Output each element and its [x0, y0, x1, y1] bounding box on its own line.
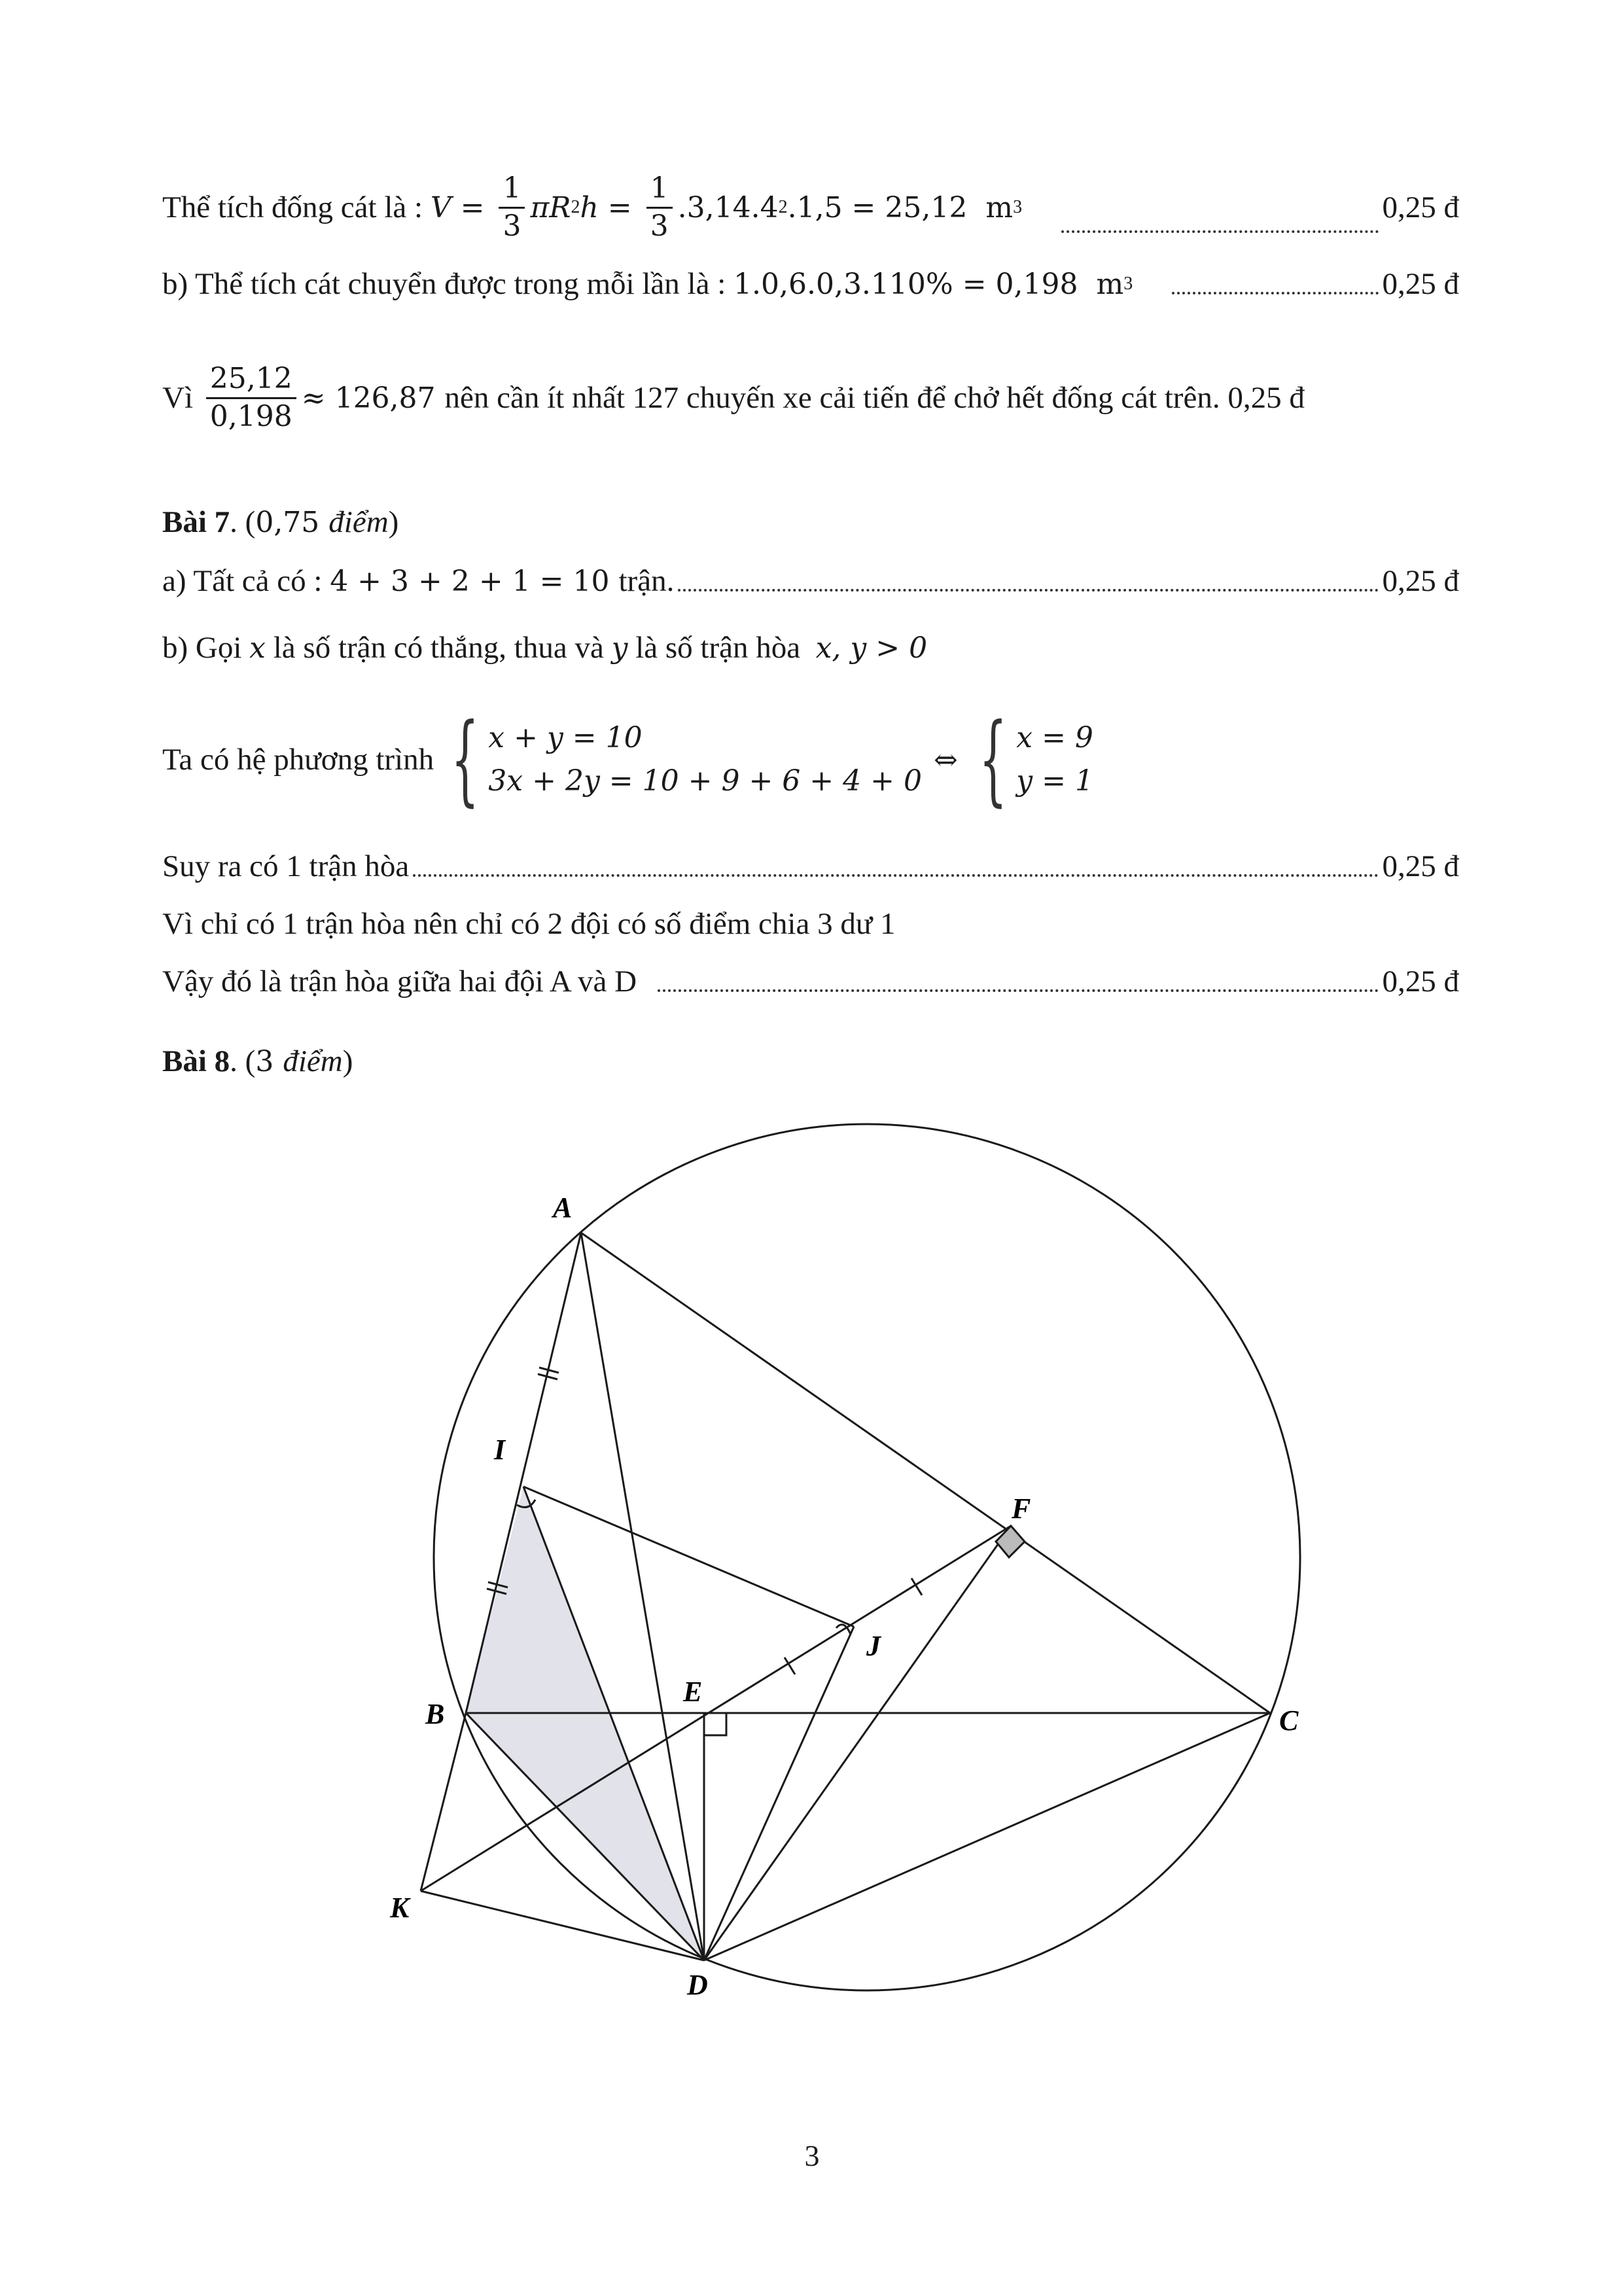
label-i: I — [494, 1434, 506, 1466]
conclusion-line-3: Vậy đó là trận hòa giữa hai đội A và D 0,25 đ — [162, 964, 1459, 998]
label-a: A — [553, 1192, 573, 1224]
segment-ij — [523, 1487, 854, 1627]
score: 0,25 đ — [1382, 849, 1459, 883]
trips-line: Vì $\frac{25,12}{0,198}$ ≈ 126,87 nên cần ít nhất 127 chuyến xe cải tiến để chở hết đống cát trên. 0,25 đ — [162, 362, 1305, 433]
shaded-triangle-ibd — [466, 1487, 704, 1960]
conclusion-line-2: Vì chỉ có 1 trận hòa nên chỉ có 2 đội có số điểm chia 3 dư 1 — [162, 907, 896, 941]
segment-cd — [704, 1713, 1270, 1960]
bai7b-line: b) Gọi x là số trận có thắng, thua và y là số trận hòa x, y > 0 — [162, 631, 928, 665]
system-left: { x + y = 10 3x + 2y = 10 + 9 + 6 + 4 + 0 — [451, 703, 922, 817]
label-e: E — [683, 1676, 703, 1708]
segment-ac — [581, 1233, 1270, 1713]
bai7-heading: Bài 7 . ( 0,75 điểm ) — [162, 505, 399, 539]
volume-label: Thể tích đống cát là : — [162, 190, 431, 224]
label-j: J — [866, 1630, 881, 1662]
circumcircle — [434, 1124, 1300, 1990]
label-d: D — [687, 1969, 708, 2001]
score: 0,25 đ — [1382, 267, 1459, 301]
bai8-heading: Bài 8 . ( 3 điểm ) — [162, 1044, 353, 1078]
label-b: B — [425, 1698, 445, 1730]
transport-line: b) Thể tích cát chuyển được trong mỗi lần là : 1.0,6.0,3.110% = 0,198 m 3 0,25 đ — [162, 267, 1459, 301]
fraction-one-third: $\frac{1}{3}$ — [499, 173, 525, 241]
segment-df — [704, 1526, 1011, 1960]
volume-line: Thể tích đống cát là : V = $\frac{1}{3}$ πR 2 h = $\frac{1}{3}$ .3,14.4 2 .1,5 = 25,12 m 3 0,25 đ — [162, 171, 1459, 243]
system-right: { x = 9 y = 1 — [979, 703, 1093, 817]
label-f: F — [1012, 1492, 1031, 1525]
conclusion-line-1: Suy ra có 1 trận hòa 0,25 đ — [162, 849, 1459, 883]
fraction-trips: $\frac{25,12}{0,198}$ — [206, 364, 296, 431]
right-angle-e — [704, 1713, 726, 1735]
right-angle-f — [996, 1526, 1025, 1557]
score: 0,25 đ — [1382, 190, 1459, 224]
segment-dj — [704, 1627, 854, 1960]
label-c: C — [1279, 1704, 1299, 1737]
fraction-one-third-2: $\frac{1}{3}$ — [646, 173, 673, 241]
segment-kb — [421, 1713, 466, 1891]
score: 0,25 đ — [1382, 564, 1459, 598]
page-number: 3 — [804, 2139, 820, 2172]
score: 0,25 đ — [1382, 964, 1459, 998]
bai7a-line: a) Tất cả có : 4 + 3 + 2 + 1 = 10 trận. 0,25 đ — [162, 564, 1459, 598]
label-k: K — [390, 1892, 410, 1924]
equation-system-line: Ta có hệ phương trình { x + y = 10 3x + 2y = 10 + 9 + 6 + 4 + 0 ⇔ { x = 9 y = 1 — [162, 703, 1093, 817]
